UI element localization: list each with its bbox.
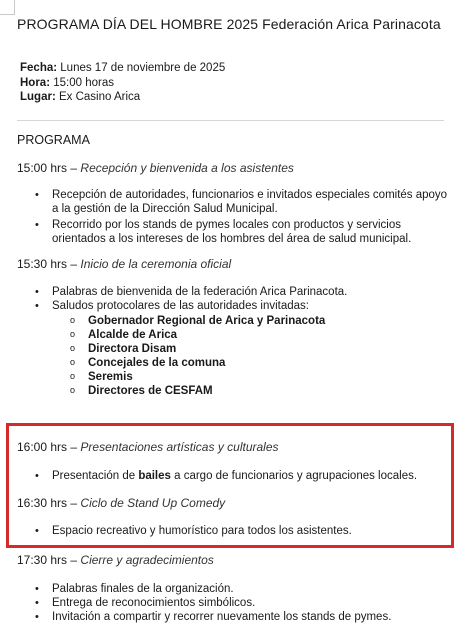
slot-dash: –: [70, 553, 78, 567]
place-value: Ex Casino Arica: [58, 91, 141, 103]
slot-dash: –: [70, 440, 78, 454]
sub-bullet-marker: o: [70, 357, 76, 367]
bullet-marker: •: [35, 300, 39, 312]
list-item: [35, 524, 455, 538]
time-value: 15:00 horas: [53, 76, 114, 89]
sub-list-item: [70, 342, 176, 357]
slot-description: Inicio de la ceremonia oficial: [80, 257, 232, 271]
slot-1630: [17, 496, 225, 510]
list-item: [35, 610, 455, 624]
bullet-marker: •: [35, 583, 39, 595]
slot-time: 16:00 hrs: [17, 440, 68, 454]
text-run-bold: bailes: [138, 470, 171, 482]
slot-time: 17:30 hrs: [17, 553, 68, 567]
list-item-text: [35, 469, 455, 483]
slot-description: Ciclo de Stand Up Comedy: [80, 496, 226, 510]
date-label: Fecha:: [20, 62, 58, 74]
list-item-text: Recorrido por los stands de pymes locales con productos y servicios orientados a los intereses de los hombres del área de salud municipal.: [52, 219, 412, 245]
list-item: [35, 469, 455, 483]
sub-list-item-text: Seremis: [88, 371, 133, 383]
slot-time: 16:30 hrs: [17, 496, 68, 510]
sub-list-item-text: Gobernador Regional de Arica y Parinacota: [88, 315, 326, 327]
slot-dash: –: [70, 161, 78, 175]
sub-bullet-marker: o: [70, 343, 76, 353]
sub-list-item: [70, 356, 225, 371]
sub-list-item-text: Concejales de la comuna: [88, 357, 226, 369]
place-line: [20, 90, 225, 105]
date-line: [20, 61, 225, 76]
sub-list-item: [70, 314, 325, 329]
event-details: [20, 61, 225, 105]
document-title: PROGRAMA DÍA DEL HOMBRE 2025 Federación Arica Parinacota: [17, 16, 441, 32]
sub-list-item: [70, 328, 177, 343]
sub-list-item: [70, 384, 213, 399]
list-item-text: Saludos protocolares de las autoridades invitadas:: [52, 300, 309, 312]
list-item-text: Entrega de reconocimientos simbólicos.: [52, 597, 256, 609]
list-item: [35, 218, 455, 246]
sub-list-item-text: Directores de CESFAM: [88, 385, 213, 397]
slot-1730: [17, 553, 214, 567]
list-item-text: Recepción de autoridades, funcionarios e invitados especiales comités apoyo a la gestión de la Dirección Salud Municipal.: [52, 189, 448, 215]
list-item-text: Espacio recreativo y humorístico para todos los asistentes.: [52, 525, 352, 537]
time-label: Hora:: [20, 76, 51, 89]
bullet-marker: •: [35, 597, 39, 609]
section-divider: [17, 120, 444, 121]
slot-1600: [17, 440, 279, 454]
list-item-text: Palabras finales de la organización.: [52, 583, 234, 595]
slot-description: Recepción y bienvenida a los asistentes: [80, 161, 294, 175]
sub-bullet-marker: o: [70, 385, 76, 395]
list-item: [35, 582, 455, 596]
bullet-marker: •: [35, 219, 39, 231]
time-line: [20, 76, 225, 91]
sub-list-item-text: Alcalde de Arica: [88, 329, 178, 341]
slot-dash: –: [70, 496, 78, 510]
slot-dash: –: [70, 257, 78, 271]
sub-bullet-marker: o: [70, 329, 76, 339]
list-item: [35, 188, 455, 216]
slot-time: 15:30 hrs: [17, 257, 68, 271]
bullet-marker: •: [35, 189, 39, 201]
sub-list-item-text: Directora Disam: [88, 343, 177, 355]
list-item: [35, 299, 455, 313]
slot-1530: [17, 257, 231, 271]
bullet-marker: •: [35, 611, 39, 623]
page-corner-marker: [0, 0, 15, 15]
list-item: [35, 285, 455, 299]
text-run: a cargo de funcionarios y agrupaciones locales.: [170, 470, 418, 482]
bullet-marker: •: [35, 525, 39, 537]
list-item-text: Palabras de bienvenida de la federación Arica Parinacota.: [52, 286, 348, 298]
date-value: Lunes 17 de noviembre de 2025: [60, 62, 226, 74]
slot-time: 15:00 hrs: [17, 161, 68, 175]
place-label: Lugar:: [20, 91, 56, 103]
sub-bullet-marker: o: [70, 371, 76, 381]
sub-list-item: [70, 370, 133, 385]
slot-description: Cierre y agradecimientos: [80, 553, 214, 567]
text-run: Presentación de: [52, 470, 139, 482]
list-item-text: Invitación a compartir y recorrer nuevamente los stands de pymes.: [52, 611, 392, 623]
slot-1500: [17, 161, 294, 175]
section-heading: PROGRAMA: [17, 133, 90, 147]
sub-bullet-marker: o: [70, 315, 76, 325]
slot-description: Presentaciones artísticas y culturales: [80, 440, 279, 454]
list-item: [35, 596, 455, 610]
bullet-marker: •: [35, 470, 39, 482]
bullet-marker: •: [35, 286, 39, 298]
